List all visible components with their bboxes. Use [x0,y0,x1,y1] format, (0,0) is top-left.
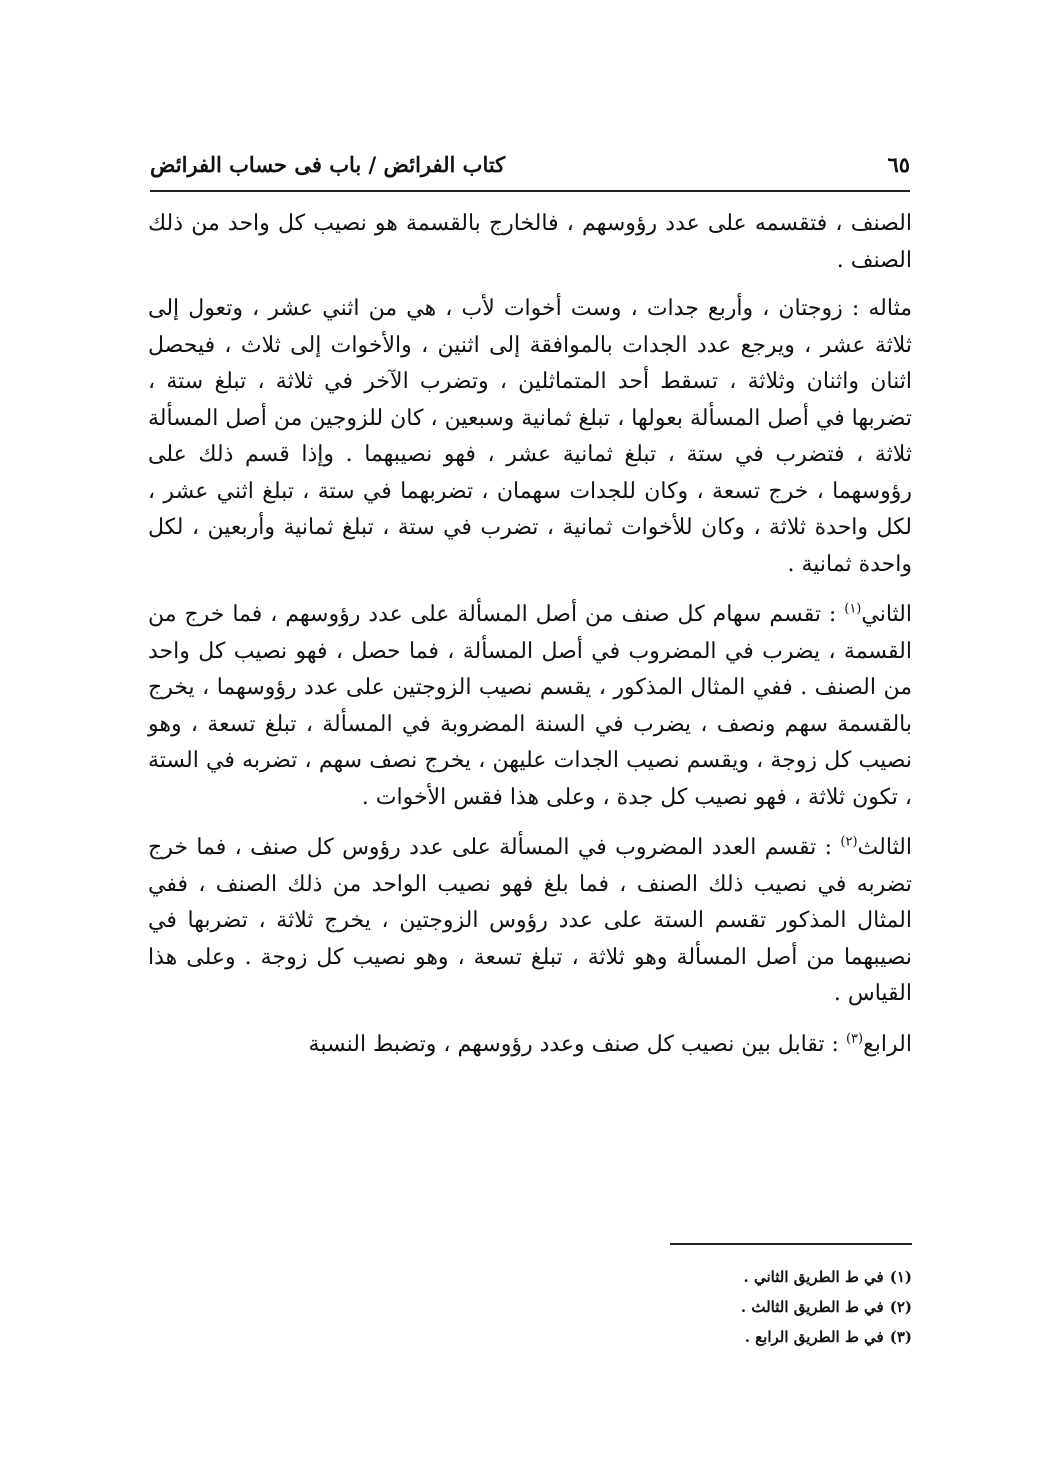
header-rule [150,190,910,192]
footnote-number: (٣) [889,1328,912,1346]
footnotes [520,1262,912,1352]
paragraph-fourth-method [148,1027,912,1064]
footnote-item [520,1292,912,1322]
paragraph-text: : تقابل بين نصيب كل صنف وعدد رؤوسهم ، وتضبط النسبة [308,1031,846,1057]
paragraph-text: الصنف ، فتقسمه على عدد رؤوسهم ، فالخارج بالقسمة هو نصيب كل واحد من ذلك الصنف . [148,211,912,273]
footnote-number: (١) [889,1268,912,1286]
footnote-item [520,1322,912,1352]
paragraph-text: : تقسم العدد المضروب في المسألة على عدد رؤوس كل صنف ، فما خرج تضربه في نصيب ذلك الصنف ، فما بلغ فهو نصيب الواحد من ذلك الصنف ، ففي المثال المذكور تقسم الستة على عدد رؤوس الزوجتين ، يخرج ثلاثة ، تضربها في نصيبهما من أصل المسألة وهو ثلاثة ، تبلغ تسعة ، وهو نصيب كل زوجة . وعلى هذا القياس . [148,835,912,1006]
footnote-item [520,1262,912,1292]
paragraph-text: مثاله : زوجتان ، وأربع جدات ، وست أخوات لأب ، هي من اثني عشر ، وتعول إلى ثلاثة عشر ، ويرجع عدد الجدات بالموافقة إلى اثنين ، والأخوات إلى ثلاث ، فيحصل اثنان واثنان وثلاثة ، تسقط أحد المتماثلين ، وتضرب الآخر في ثلاثة ، تبلغ ستة ، تضربها في أصل المسألة بعولها ، تبلغ ثمانية وسبعين ، كان للزوجين من أصل المسألة ثلاثة ، فتضرب في ستة ، تبلغ ثمانية عشر ، فهو نصيبهما . وإذا قسم ذلك على رؤوسهما ، خرج تسعة ، وكان للجدات سهمان ، تضربهما في ستة ، تبلغ اثني عشر ، لكل واحدة ثلاثة ، وكان للأخوات ثمانية ، تضرب في ستة ، تبلغ ثمانية وأربعين ، لكل واحدة ثمانية . [148,296,912,577]
footnote-ref[interactable]: (٢) [840,834,858,850]
paragraph-second-method [148,597,912,816]
page-number: ٦٥ [887,151,910,177]
paragraph-lead: الثاني [861,602,912,627]
paragraph-text: : تقسم سهام كل صنف من أصل المسألة على عدد رؤوسهم ، فما خرج من القسمة ، يضرب في المضروب في أصل المسألة ، فما حصل ، فهو نصيب كل واحد من الصنف . ففي المثال المذكور ، يقسم نصيب الزوجتين على عدد رؤوسهما ، يخرج بالقسمة سهم ونصف ، يضرب في السنة المضروبة في المسألة ، تبلغ تسعة ، وهو نصيب كل زوجة ، ويقسم نصيب الجدات عليهن ، يخرج نصف سهم ، تضربه في الستة ، تكون ثلاثة ، فهو نصيب كل جدة ، وعلى هذا فقس الأخوات . [148,602,913,810]
footnote-text: في ط الطريق الثالث . [740,1298,884,1316]
paragraph-lead: الثالث [857,835,912,860]
footnote-ref[interactable]: (٣) [845,1031,864,1047]
footnote-number: (٢) [889,1298,912,1316]
paragraph-continuation [148,206,912,279]
paragraph-lead: الرابع [863,1031,912,1057]
footnote-rule [670,1243,912,1245]
main-text [148,206,912,1077]
footnote-ref[interactable]: (١) [844,601,862,617]
paragraph-example [148,291,912,583]
footnote-text: في ط الطريق الرابع . [744,1328,884,1346]
paragraph-third-method [148,830,912,1013]
footnote-text: في ط الطريق الثاني . [743,1268,884,1286]
page-header [150,142,910,186]
running-head: كتاب الفرائض / باب فى حساب الفرائض [150,151,506,177]
